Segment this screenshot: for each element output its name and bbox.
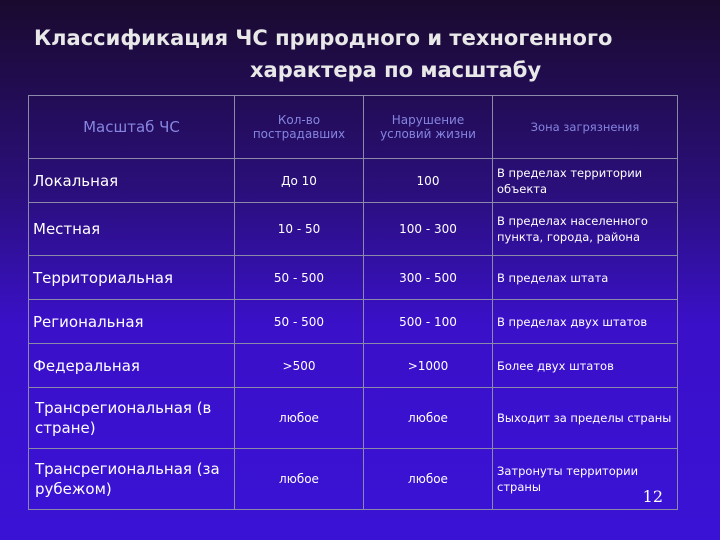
row-pollution-zone: Выходит за пределы страны	[493, 388, 678, 449]
row-victims: >500	[235, 344, 364, 388]
row-victims: 10 - 50	[235, 203, 364, 256]
row-scale: Локальная	[29, 159, 235, 203]
title-line-2: характера по масштабу	[250, 58, 542, 82]
row-pollution-zone: В пределах населенного пункта, города, района	[493, 203, 678, 256]
row-living-conditions: 100	[364, 159, 493, 203]
row-pollution-zone	[493, 449, 678, 510]
row-scale: Федеральная	[29, 344, 235, 388]
table-row	[29, 449, 678, 510]
row-pollution-zone-text: Затронуты территории страны	[497, 464, 639, 494]
row-pollution-zone: Более двух штатов	[493, 344, 678, 388]
row-victims: 50 - 500	[235, 300, 364, 344]
row-scale: Трансрегиональная (за рубежом)	[29, 449, 235, 510]
table-row	[29, 159, 678, 203]
header-scale: Масштаб ЧС	[29, 96, 235, 159]
row-victims: любое	[235, 449, 364, 510]
header-victims: Кол-во пострадавших	[235, 96, 364, 159]
row-scale: Трансрегиональная (в стране)	[29, 388, 235, 449]
row-pollution-zone: В пределах территории объекта	[493, 159, 678, 203]
row-living-conditions: 500 - 100	[364, 300, 493, 344]
table-row	[29, 300, 678, 344]
row-victims: любое	[235, 388, 364, 449]
row-living-conditions: >1000	[364, 344, 493, 388]
row-living-conditions: любое	[364, 388, 493, 449]
row-victims: 50 - 500	[235, 256, 364, 300]
row-living-conditions: 100 - 300	[364, 203, 493, 256]
row-living-conditions: 300 - 500	[364, 256, 493, 300]
table-row	[29, 344, 678, 388]
row-pollution-zone: В пределах штата	[493, 256, 678, 300]
table-row	[29, 388, 678, 449]
header-living-conditions: Нарушение условий жизни	[364, 96, 493, 159]
page-number: 12	[642, 487, 663, 506]
classification-table	[28, 95, 678, 510]
row-pollution-zone: В пределах двух штатов	[493, 300, 678, 344]
row-scale: Территориальная	[29, 256, 235, 300]
row-scale: Региональная	[29, 300, 235, 344]
table-row	[29, 203, 678, 256]
header-pollution-zone: Зона загрязнения	[493, 96, 678, 159]
row-victims: До 10	[235, 159, 364, 203]
row-scale: Местная	[29, 203, 235, 256]
table-header-row	[29, 96, 678, 159]
row-living-conditions: любое	[364, 449, 493, 510]
table-row	[29, 256, 678, 300]
title-line-1: Классификация ЧС природного и техногенного	[34, 26, 613, 50]
slide-title	[0, 22, 720, 86]
